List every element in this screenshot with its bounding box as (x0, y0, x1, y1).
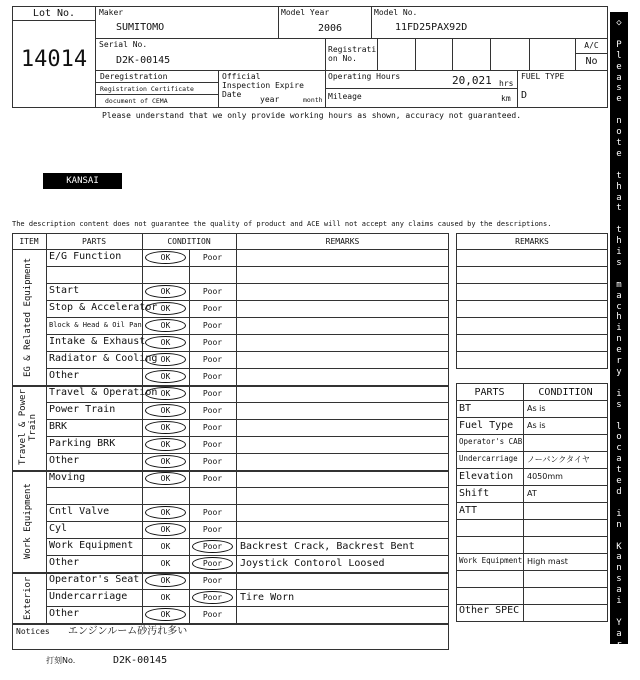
row-remark: Backrest Crack, Backrest Bent (240, 541, 415, 552)
row-part: Moving (49, 472, 86, 483)
row-part: Intake & Exhaust (49, 336, 146, 347)
disclaimer: The description content does not guarantee the quality of product and ACE will not accept any claims caused by the descriptions. (12, 220, 552, 228)
row-poor[interactable]: Poor (202, 457, 223, 466)
ok-selected-oval (145, 574, 186, 587)
row-ok[interactable]: OK (160, 355, 171, 364)
spec-row-line (456, 519, 608, 520)
row-line (46, 606, 449, 607)
notices-text: エンジンルーム砂汚れ多い (68, 626, 188, 637)
spec-value: ノーパンクタイヤ (527, 455, 590, 464)
ok-selected-oval (145, 523, 186, 536)
row-part: Power Train (49, 404, 116, 415)
row-line (46, 368, 449, 369)
ac-value: No (585, 56, 598, 67)
row-ok[interactable]: OK (160, 423, 171, 432)
right-remark-line (456, 283, 608, 284)
ok-selected-oval (145, 608, 186, 621)
row-poor[interactable]: Poor (202, 338, 223, 347)
row-part: Other (49, 557, 80, 568)
row-line (46, 436, 449, 437)
row-ok[interactable]: OK (160, 474, 171, 483)
serial-value: D2K-00145 (116, 55, 171, 66)
registration-label: Registrati on No. (328, 45, 377, 64)
spec-value: As is (527, 404, 546, 413)
row-poor[interactable]: Poor (202, 542, 223, 551)
row-ok[interactable]: OK (160, 372, 171, 381)
row-ok[interactable]: OK (160, 593, 171, 602)
model-year-label: Model Year (281, 8, 330, 17)
row-ok[interactable]: OK (160, 338, 171, 347)
row-part: Operator's Seat (49, 574, 140, 585)
group-exterior: Exterior (23, 576, 33, 620)
row-ok[interactable]: OK (160, 304, 171, 313)
ok-selected-oval (145, 421, 186, 434)
row-poor[interactable]: Poor (202, 372, 223, 381)
fuel-type-label: FUEL TYPE (521, 72, 565, 81)
row-remark: Tire Worn (240, 592, 295, 603)
spec-part: BT (459, 403, 472, 414)
inspection-label: Official Inspection Expire Date (222, 72, 304, 99)
row-ok[interactable]: OK (160, 525, 171, 534)
row-poor[interactable]: Poor (202, 321, 223, 330)
ok-selected-oval (145, 455, 186, 468)
stamp-label: 打刻No. (46, 656, 76, 665)
spec-part: Undercarriage (459, 454, 518, 463)
spec-value: As is (527, 421, 546, 430)
location-badge: KANSAI (43, 173, 122, 189)
notices-label: Notices (16, 627, 50, 636)
row-ok[interactable]: OK (160, 321, 171, 330)
row-ok[interactable]: OK (160, 287, 171, 296)
row-line (46, 419, 449, 420)
row-part: Work Equipment (49, 540, 134, 551)
spec-col-parts: PARTS (474, 387, 505, 398)
row-part: Radiator & Cooling (49, 353, 158, 364)
row-part: Travel & Operation (49, 387, 158, 398)
row-ok[interactable]: OK (160, 559, 171, 568)
row-part: Stop & Accelerator (49, 302, 158, 313)
ok-selected-oval (145, 472, 186, 485)
ok-selected-oval (145, 353, 186, 366)
cema-label: document of CEMA (105, 97, 168, 105)
right-remark-line (456, 300, 608, 301)
ok-selected-oval (145, 251, 186, 264)
row-line (46, 351, 449, 352)
row-part: E/G Function (49, 251, 122, 262)
group-eg-related: EG & Related Equipment (23, 257, 33, 377)
mileage-unit: km (501, 94, 511, 103)
row-line (46, 589, 449, 590)
month-label: month (303, 96, 323, 104)
col-parts: PARTS (81, 237, 107, 246)
spec-value: AT (527, 489, 537, 498)
ok-selected-oval (145, 370, 186, 383)
ok-selected-oval (145, 404, 186, 417)
fuel-type-value: D (521, 90, 528, 101)
row-poor[interactable]: Poor (202, 474, 223, 483)
poor-selected-oval (192, 557, 233, 570)
registration-certificate-label: Registration Certificate (100, 85, 194, 93)
spec-part: Operator's CAB (459, 437, 523, 446)
maker-label: Maker (99, 8, 124, 17)
row-poor[interactable]: Poor (202, 525, 223, 534)
row-poor[interactable]: Poor (202, 304, 223, 313)
row-remark: Joystick Contorol Loosed (240, 558, 385, 569)
spec-row-line (456, 570, 608, 571)
row-poor[interactable]: Poor (202, 253, 223, 262)
deregistration-label: Deregistration (100, 72, 168, 81)
operating-hours-value: 20,021 (452, 74, 492, 87)
row-line (46, 402, 449, 403)
hours-notice: Please understand that we only provide working hours as shown, accuracy not guaranteed. (102, 111, 522, 120)
spec-part: Shift (459, 488, 490, 499)
row-part: Undercarriage (49, 591, 128, 602)
row-line (46, 538, 449, 539)
spec-row-line (456, 468, 608, 469)
mileage-label: Mileage (328, 92, 362, 101)
row-ok[interactable]: OK (160, 610, 171, 619)
model-no-value: 11FD25PAX92D (395, 22, 468, 33)
row-poor[interactable]: Poor (202, 440, 223, 449)
row-line (46, 266, 449, 267)
row-poor[interactable]: Poor (202, 508, 223, 517)
poor-selected-oval (192, 591, 233, 604)
right-remark-line (456, 317, 608, 318)
row-poor[interactable]: Poor (202, 355, 223, 364)
location-note-sidebar (610, 12, 628, 680)
serial-label: Serial No. (99, 40, 148, 49)
row-ok[interactable]: OK (160, 457, 171, 466)
model-no-label: Model No. (374, 8, 418, 17)
ok-selected-oval (145, 506, 186, 519)
col-item: ITEM (19, 237, 39, 246)
spec-row-line (456, 434, 608, 435)
row-part: BRK (49, 421, 68, 432)
row-ok[interactable]: OK (160, 508, 171, 517)
row-ok[interactable]: OK (160, 440, 171, 449)
spec-row-line (456, 553, 608, 554)
spec-row-line (456, 417, 608, 418)
row-ok[interactable]: OK (160, 389, 171, 398)
ok-selected-oval (145, 387, 186, 400)
spec-row-line (456, 451, 608, 452)
group-work-equipment: Work Equipment (23, 483, 33, 559)
row-ok[interactable]: OK (160, 542, 171, 551)
right-remark-line (456, 266, 608, 267)
ok-selected-oval (145, 438, 186, 451)
spec-part: ATT (459, 505, 478, 516)
sidebar-text: ◇ P l e a s e n o t e t h a t t h i s m a c h i n e r y i s l o c a t e d i n K a n s a i Y a r d ◇ (616, 18, 622, 680)
row-poor[interactable]: Poor (202, 576, 223, 585)
ac-label: A/C (584, 41, 599, 50)
ok-selected-oval (145, 336, 186, 349)
row-line (46, 300, 449, 301)
row-poor[interactable]: Poor (202, 389, 223, 398)
spec-value: 4050mm (527, 472, 563, 481)
row-line (46, 521, 449, 522)
operating-hours-label: Operating Hours (328, 72, 401, 81)
row-line (46, 504, 449, 505)
lot-label: Lot No. (32, 8, 76, 19)
spec-row-line (456, 502, 608, 503)
right-remark-line (456, 334, 608, 335)
row-ok[interactable]: OK (160, 253, 171, 262)
ok-selected-oval (145, 285, 186, 298)
row-part: Other (49, 455, 80, 466)
spec-row-line (456, 536, 608, 537)
spec-row-line (456, 587, 608, 588)
row-part: Cyl (49, 523, 68, 534)
hours-unit: hrs (499, 79, 514, 88)
col-remarks: REMARKS (325, 237, 360, 246)
row-part: Cntl Valve (49, 506, 110, 517)
spec-row-line (456, 485, 608, 486)
row-poor[interactable]: Poor (202, 559, 223, 568)
row-part: Block & Head & Oil Pan (49, 321, 142, 329)
row-poor[interactable]: Poor (202, 406, 223, 415)
row-poor[interactable]: Poor (202, 423, 223, 432)
row-line (46, 555, 449, 556)
col-condition: CONDITION (167, 237, 211, 246)
ok-selected-oval (145, 319, 186, 332)
right-remark-line (456, 368, 608, 369)
row-line (46, 317, 449, 318)
row-line (46, 453, 449, 454)
row-ok[interactable]: OK (160, 406, 171, 415)
group-travel-power: Travel & Power Train (18, 389, 38, 466)
stamp-value: D2K-00145 (113, 655, 168, 666)
row-poor[interactable]: Poor (202, 287, 223, 296)
row-line (46, 334, 449, 335)
row-poor[interactable]: Poor (202, 593, 223, 602)
model-year-value: 2006 (318, 23, 343, 34)
row-ok[interactable]: OK (160, 576, 171, 585)
spec-part: Other SPEC (459, 605, 520, 616)
row-line (46, 487, 449, 488)
spec-part: Elevation (459, 471, 514, 482)
spec-value: High mast (527, 557, 568, 566)
ok-selected-oval (145, 302, 186, 315)
row-part: Parking BRK (49, 438, 116, 449)
year-label: year (260, 95, 280, 104)
poor-selected-oval (192, 540, 233, 553)
spec-col-condition: CONDITION (538, 387, 593, 398)
right-remark-line (456, 351, 608, 352)
maker-value: SUMITOMO (116, 22, 165, 33)
right-remarks-label: REMARKS (515, 237, 549, 246)
row-line (46, 283, 449, 284)
spec-part: Fuel Type (459, 420, 514, 431)
row-part: Start (49, 285, 80, 296)
spec-row-line (456, 400, 608, 401)
row-poor[interactable]: Poor (202, 610, 223, 619)
row-part: Other (49, 370, 80, 381)
lot-number: 14014 (20, 47, 88, 72)
row-part: Other (49, 608, 80, 619)
spec-part: Work Equipment (459, 556, 523, 565)
